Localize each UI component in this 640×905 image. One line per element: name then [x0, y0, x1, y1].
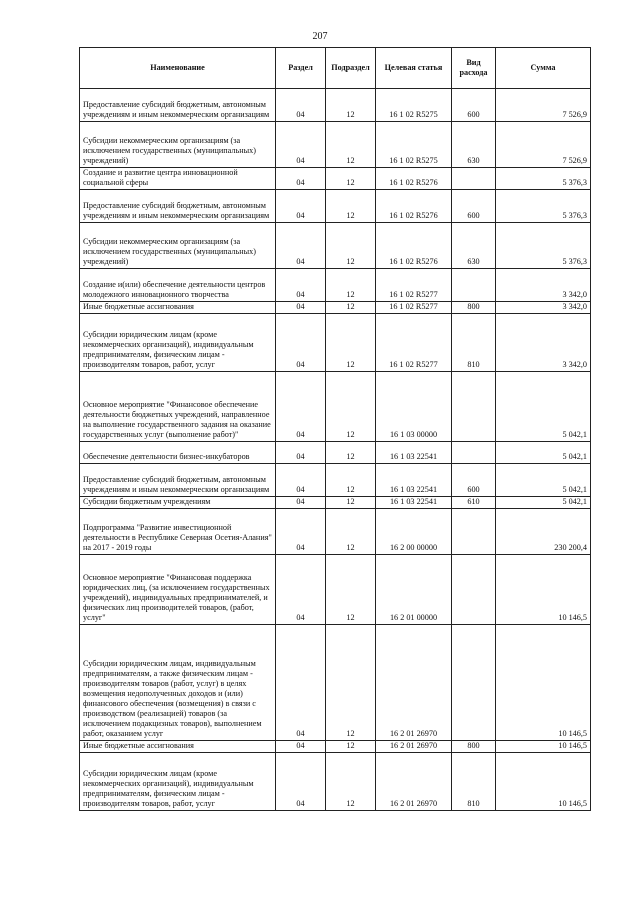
cell-razdel: 04: [276, 509, 326, 555]
cell-sum: 5 042,1: [496, 372, 591, 442]
cell-target: 16 1 03 22541: [376, 497, 452, 509]
cell-target: 16 2 01 00000: [376, 555, 452, 625]
cell-target: 16 1 02 R5276: [376, 223, 452, 269]
cell-podrazdel: 12: [326, 625, 376, 741]
cell-razdel: 04: [276, 497, 326, 509]
cell-name: Субсидии юридическим лицам (кроме некоммерческих организаций), индивидуальным предпринимателям, физическим лицам - производителям товаров, работ, услуг: [80, 753, 276, 811]
table-row: [80, 223, 591, 269]
table-row: [80, 464, 591, 497]
cell-sum: 5 042,1: [496, 497, 591, 509]
table-row: [80, 122, 591, 168]
cell-razdel: 04: [276, 442, 326, 464]
cell-sum: 7 526,9: [496, 89, 591, 122]
cell-vid: 610: [452, 497, 496, 509]
table-row: [80, 314, 591, 372]
cell-vid: 630: [452, 122, 496, 168]
cell-name: Обеспечение деятельности бизнес-инкубаторов: [80, 442, 276, 464]
cell-podrazdel: 12: [326, 168, 376, 190]
cell-razdel: 04: [276, 168, 326, 190]
cell-podrazdel: 12: [326, 89, 376, 122]
cell-vid: [452, 625, 496, 741]
cell-podrazdel: 12: [326, 442, 376, 464]
cell-razdel: 04: [276, 555, 326, 625]
cell-name: Основное мероприятие "Финансовое обеспечение деятельности бюджетных учреждений, направленное на выполнение государственного задания на оказание государственных услуг (выполнение работ)": [80, 372, 276, 442]
cell-sum: 3 342,0: [496, 314, 591, 372]
table-row: [80, 497, 591, 509]
cell-target: 16 2 01 26970: [376, 625, 452, 741]
cell-sum: 5 042,1: [496, 464, 591, 497]
cell-sum: 3 342,0: [496, 269, 591, 302]
cell-target: 16 1 02 R5277: [376, 302, 452, 314]
cell-vid: [452, 442, 496, 464]
cell-sum: 5 042,1: [496, 442, 591, 464]
cell-sum: 10 146,5: [496, 753, 591, 811]
header-target: Целевая статья: [376, 48, 452, 89]
header-sum: Сумма: [496, 48, 591, 89]
page-number: 207: [312, 31, 328, 42]
cell-name: Субсидии юридическим лицам, индивидуальным предпринимателям, а также физическим лицам - производителям товаров (работ, услуг) в целях возмещения недополученных доходов и (или) финансового обеспечения (возмещения) в связи с производством (реализацией) товаров (за исключением подакцизных товаров), выполнением работ, оказанием услуг: [80, 625, 276, 741]
table-row: [80, 741, 591, 753]
cell-name: Создание и развитие центра инновационной социальной сферы: [80, 168, 276, 190]
cell-target: 16 1 02 R5275: [376, 89, 452, 122]
cell-target: 16 1 02 R5277: [376, 269, 452, 302]
cell-target: 16 2 01 26970: [376, 753, 452, 811]
cell-vid: 600: [452, 464, 496, 497]
budget-table: [79, 47, 591, 811]
cell-razdel: 04: [276, 372, 326, 442]
cell-name: Создание и(или) обеспечение деятельности центров молодежного инновационного творчества: [80, 269, 276, 302]
cell-razdel: 04: [276, 89, 326, 122]
table-row: [80, 372, 591, 442]
cell-razdel: 04: [276, 741, 326, 753]
cell-sum: 5 376,3: [496, 223, 591, 269]
table-row: [80, 625, 591, 741]
cell-razdel: 04: [276, 314, 326, 372]
cell-target: 16 2 00 00000: [376, 509, 452, 555]
table-row: [80, 269, 591, 302]
cell-razdel: 04: [276, 302, 326, 314]
cell-vid: 800: [452, 302, 496, 314]
cell-sum: 230 200,4: [496, 509, 591, 555]
cell-podrazdel: 12: [326, 190, 376, 223]
cell-name: Предоставление субсидий бюджетным, автономным учреждениям и иным некоммерческим организациям: [80, 89, 276, 122]
cell-target: 16 2 01 26970: [376, 741, 452, 753]
cell-razdel: 04: [276, 190, 326, 223]
table-row: [80, 302, 591, 314]
cell-sum: 3 342,0: [496, 302, 591, 314]
cell-sum: 5 376,3: [496, 190, 591, 223]
cell-sum: 10 146,5: [496, 555, 591, 625]
cell-vid: 800: [452, 741, 496, 753]
cell-target: 16 1 03 22541: [376, 442, 452, 464]
cell-name: Предоставление субсидий бюджетным, автономным учреждениям и иным некоммерческим организациям: [80, 464, 276, 497]
cell-podrazdel: 12: [326, 509, 376, 555]
table-row: [80, 509, 591, 555]
cell-name: Субсидии бюджетным учреждениям: [80, 497, 276, 509]
cell-razdel: 04: [276, 625, 326, 741]
table-row: [80, 89, 591, 122]
cell-name: Основное мероприятие "Финансовая поддержка юридических лиц, (за исключением государственных учреждений), индивидуальных предпринимателей, и физических лиц производителей товаров, (работ, услуг": [80, 555, 276, 625]
cell-razdel: 04: [276, 464, 326, 497]
cell-sum: 7 526,9: [496, 122, 591, 168]
table-row: [80, 442, 591, 464]
header-vid: Вид расхода: [452, 48, 496, 89]
header-name: Наименование: [80, 48, 276, 89]
cell-target: 16 1 03 22541: [376, 464, 452, 497]
cell-name: Субсидии юридическим лицам (кроме некоммерческих организаций), индивидуальным предпринимателям, физическим лицам - производителям товаров, работ, услуг: [80, 314, 276, 372]
cell-vid: [452, 555, 496, 625]
cell-name: Предоставление субсидий бюджетным, автономным учреждениям и иным некоммерческим организациям: [80, 190, 276, 223]
cell-podrazdel: 12: [326, 753, 376, 811]
header-podrazdel: Подраздел: [326, 48, 376, 89]
cell-name: Субсидии некоммерческим организациям (за исключением государственных (муниципальных) учреждений): [80, 223, 276, 269]
cell-vid: 810: [452, 314, 496, 372]
cell-sum: 5 376,3: [496, 168, 591, 190]
cell-vid: 600: [452, 190, 496, 223]
table-header-row: [80, 48, 591, 89]
cell-target: 16 1 02 R5277: [376, 314, 452, 372]
cell-vid: 810: [452, 753, 496, 811]
cell-name: Субсидии некоммерческим организациям (за исключением государственных (муниципальных) учреждений): [80, 122, 276, 168]
table-row: [80, 753, 591, 811]
cell-podrazdel: 12: [326, 223, 376, 269]
cell-vid: [452, 168, 496, 190]
cell-podrazdel: 12: [326, 555, 376, 625]
cell-razdel: 04: [276, 223, 326, 269]
cell-name: Подпрограмма "Развитие инвестиционной деятельности в Республике Северная Осетия-Алания" на 2017 - 2019 годы: [80, 509, 276, 555]
cell-podrazdel: 12: [326, 464, 376, 497]
cell-sum: 10 146,5: [496, 741, 591, 753]
header-razdel: Раздел: [276, 48, 326, 89]
cell-podrazdel: 12: [326, 302, 376, 314]
cell-name: Иные бюджетные ассигнования: [80, 302, 276, 314]
cell-podrazdel: 12: [326, 314, 376, 372]
cell-target: 16 1 02 R5276: [376, 190, 452, 223]
cell-podrazdel: 12: [326, 122, 376, 168]
cell-vid: [452, 269, 496, 302]
cell-razdel: 04: [276, 753, 326, 811]
cell-target: 16 1 03 00000: [376, 372, 452, 442]
cell-name: Иные бюджетные ассигнования: [80, 741, 276, 753]
cell-vid: 630: [452, 223, 496, 269]
cell-podrazdel: 12: [326, 741, 376, 753]
cell-podrazdel: 12: [326, 497, 376, 509]
table-row: [80, 555, 591, 625]
table-row: [80, 190, 591, 223]
cell-vid: [452, 509, 496, 555]
cell-podrazdel: 12: [326, 269, 376, 302]
cell-target: 16 1 02 R5276: [376, 168, 452, 190]
cell-target: 16 1 02 R5275: [376, 122, 452, 168]
cell-vid: [452, 372, 496, 442]
cell-razdel: 04: [276, 269, 326, 302]
cell-sum: 10 146,5: [496, 625, 591, 741]
table-row: [80, 168, 591, 190]
cell-razdel: 04: [276, 122, 326, 168]
cell-podrazdel: 12: [326, 372, 376, 442]
cell-vid: 600: [452, 89, 496, 122]
